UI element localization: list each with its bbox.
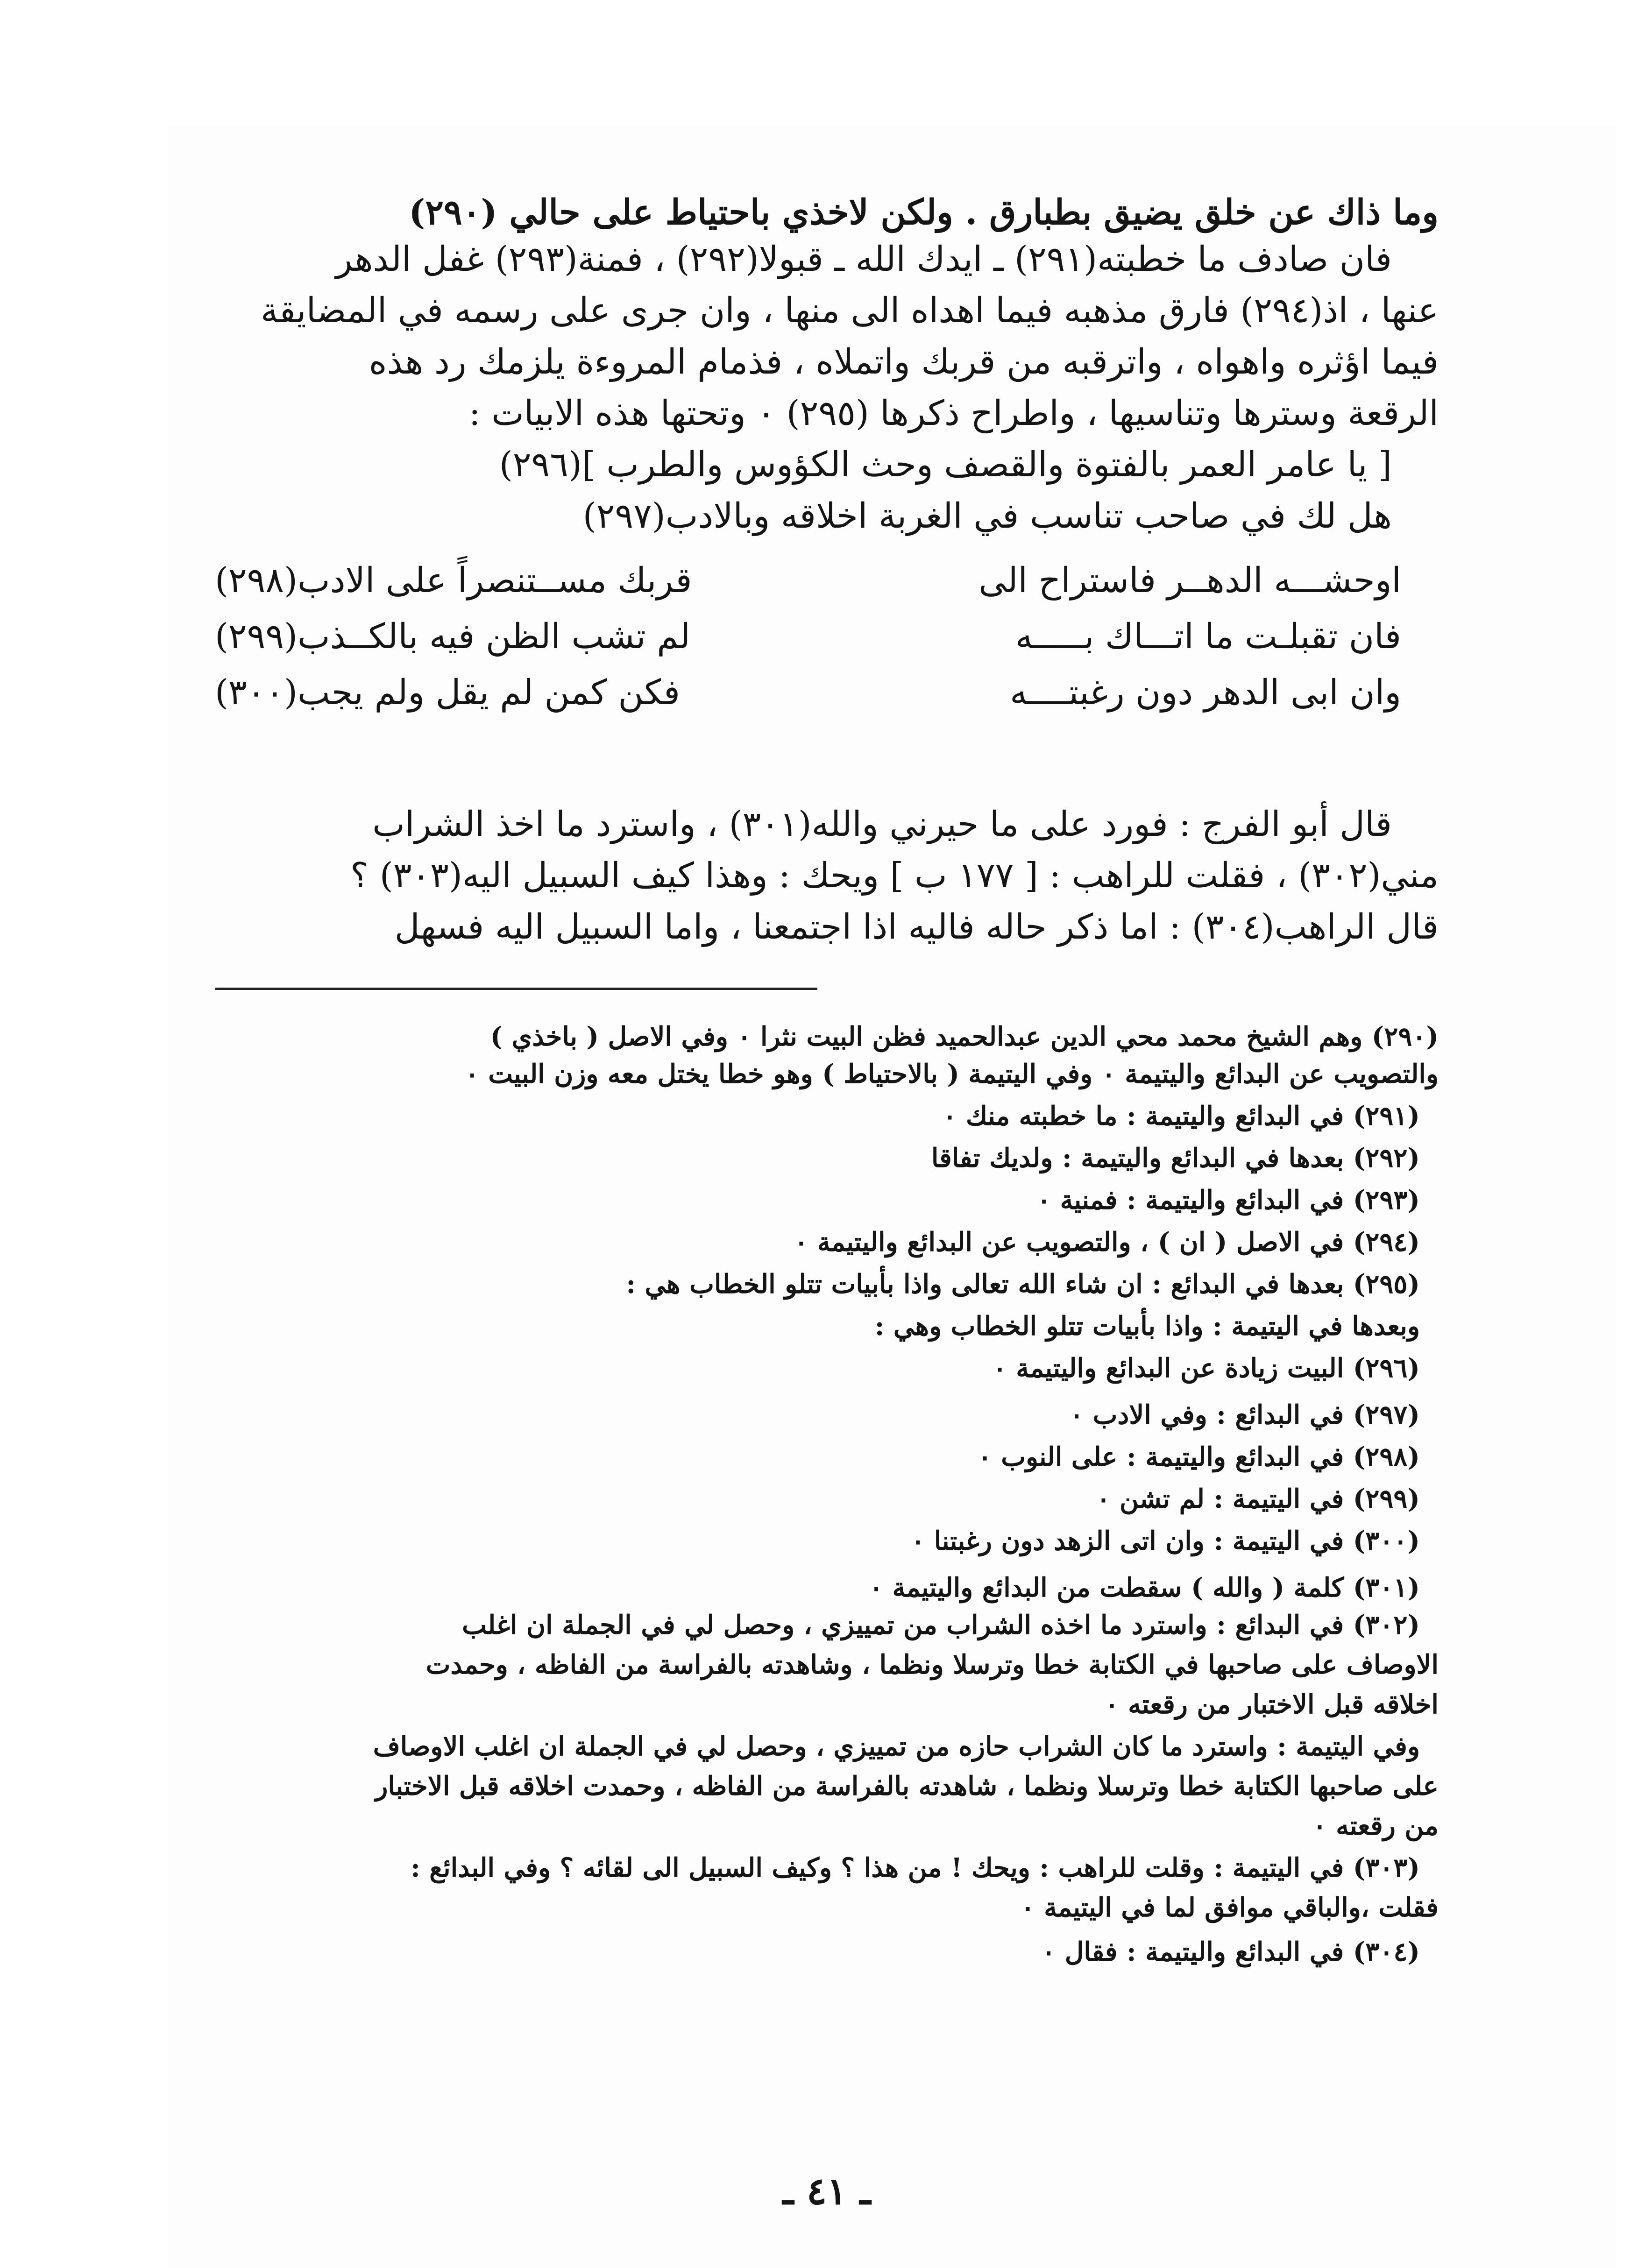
verse-first-hemistich: اوحشـــه الدهــر فاستراح الى [978,560,1401,601]
footnote: على صاحبها الكتابة خطا وترسلا ونظما ، شاهدته بالفراسة من الفاظه ، وحمدت اخلاقه قبل الاختبار [375,1771,1439,1802]
poem-line: [ يا عامر العمر بالفتوة والقصف وحث الكؤوس والطرب ](٢٩٦) [499,445,1392,485]
footnote: من رقعته ٠ [1312,1810,1439,1841]
body-line: فيما اؤثره واهواه ، واترقبه من قربك واتملاه ، فذمام المروءة يلزمك رد هذه [369,342,1439,382]
footnote: اخلاقه قبل الاختبار من رقعته ٠ [1105,1689,1439,1720]
footnote: (٢٩٦) البيت زيادة عن البدائع واليتيمة ٠ [993,1353,1420,1384]
footnote: (٣٠٣) في اليتيمة : وقلت للراهب : ويحك ! من هذا ؟ وكيف السبيل الى لقائه ؟ وفي البدائع : [411,1852,1420,1883]
footnote: وبعدها في اليتيمة : واذا بأبيات تتلو الخطاب وهي : [874,1311,1420,1342]
verse-second-hemistich: فكن كمن لم يقل ولم يجب(٣٠٠) [215,672,680,713]
footnote: (٢٩٠) وهم الشيخ محمد محي الدين عبدالحميد فظن البيت نثرا ٠ وفي الاصل ( باخذي ) [490,1021,1439,1052]
footnote: والتصويب عن البدائع واليتيمة ٠ وفي اليتيمة ( بالاحتياط ) وهو خطا يختل معه وزن البيت ٠ [465,1059,1439,1089]
footnote: (٢٩٣) في البدائع واليتيمة : فمنية ٠ [1037,1185,1420,1215]
body-line: عنها ، اذ(٢٩٤) فارق مذهبه فيما اهداه الى منها ، وان جرى على رسمه في المضايقة [260,290,1439,331]
body-line: مني(٣٠٢) ، فقلت للراهب : [ ١٧٧ ب ] ويحك : وهذا كيف السبيل اليه(٣٠٣) ؟ [350,855,1439,896]
page-number: ـ ٤١ ـ [782,2169,871,2213]
body-line: الرقعة وسترها وتناسيها ، واطراح ذكرها (٢٩٥) ٠ وتحتها هذه الابيات : [468,393,1439,433]
footnote: (٣٠٢) في البدائع : واسترد ما اخذه الشراب من تمييزي ، وحصل لي في الجملة ان اغلب [462,1610,1420,1640]
footnote: (٣٠١) كلمة ( والله ) سقطت من البدائع واليتيمة ٠ [869,1572,1420,1603]
footnote: (٢٩٨) في البدائع واليتيمة : على النوب ٠ [978,1441,1420,1472]
verse-couplet [215,560,1439,612]
verse-couplet [215,616,1439,668]
verse-second-hemistich: لم تشب الظن فيه بالكــذب(٢٩٩) [215,616,691,657]
body-line: قال أبو الفرج : فورد على ما حيرني والله(٣٠١) ، واسترد ما اخذ الشراب [372,804,1392,844]
verse-first-hemistich: فان تقبلـت ما اتـــاك بـــــه [1015,616,1401,657]
footnote: (٣٠٠) في اليتيمة : وان اتى الزهد دون رغبتنا ٠ [911,1526,1420,1556]
poem-line: هل لك في صاحب تناسب في الغربة اخلاقه وبالادب(٢٩٧) [582,496,1392,536]
verse-second-hemistich: قربك مســتنصراً على الادب(٢٩٨) [215,560,692,601]
footnote-separator [215,988,817,990]
page-content [215,168,1439,2223]
body-line: فان صادف ما خطبته(٢٩١) ـ ايدك الله ـ قبولا(٢٩٢) ، فمنة(٢٩٣) غفل الدهر [335,239,1392,279]
footnote: (٢٩٩) في اليتيمة : لم تشن ٠ [1096,1484,1420,1514]
footnote: (٢٩١) في البدائع واليتيمة : ما خطبته منك ٠ [943,1101,1420,1131]
footnote: الاوصاف على صاحبها في الكتابة خطا وترسلا ونظما ، وشاهدته بالفراسة من الفاظه ، وحمدت [425,1649,1439,1680]
footnote: (٣٠٤) في البدائع واليتيمة : فقال ٠ [1042,1936,1420,1967]
footnote: (٢٩٥) بعدها في البدائع : ان شاء الله تعالى واذا بأبيات تتلو الخطاب هي : [626,1269,1420,1300]
verse-first-hemistich: وان ابى الدهر دون رغبتــــه [1010,672,1401,713]
opening-verse: وما ذاك عن خلق يضيق بطبارق . ولكن لاخذي باحتياط على حالي (٢٩٠) [409,192,1439,233]
body-line: قال الراهب(٣٠٤) : اما ذكر حاله فاليه اذا اجتمعنا ، واما السبيل اليه فسهل [394,907,1439,947]
footnote: فقلت ،والباقي موافق لما في اليتيمة ٠ [1021,1892,1439,1923]
footnote: وفي اليتيمة : واسترد ما كان الشراب حازه من تمييزي ، وحصل لي في الجملة ان اغلب الاوصاف [373,1731,1420,1762]
verse-couplet [215,672,1439,724]
footnote: (٢٩٢) بعدها في البدائع واليتيمة : ولديك تفاقا [931,1143,1420,1173]
footnote: (٢٩٤) في الاصل ( ان ) ، والتصويب عن البدائع واليتيمة ٠ [794,1227,1420,1258]
footnote: (٢٩٧) في البدائع : وفي الادب ٠ [1070,1399,1420,1430]
